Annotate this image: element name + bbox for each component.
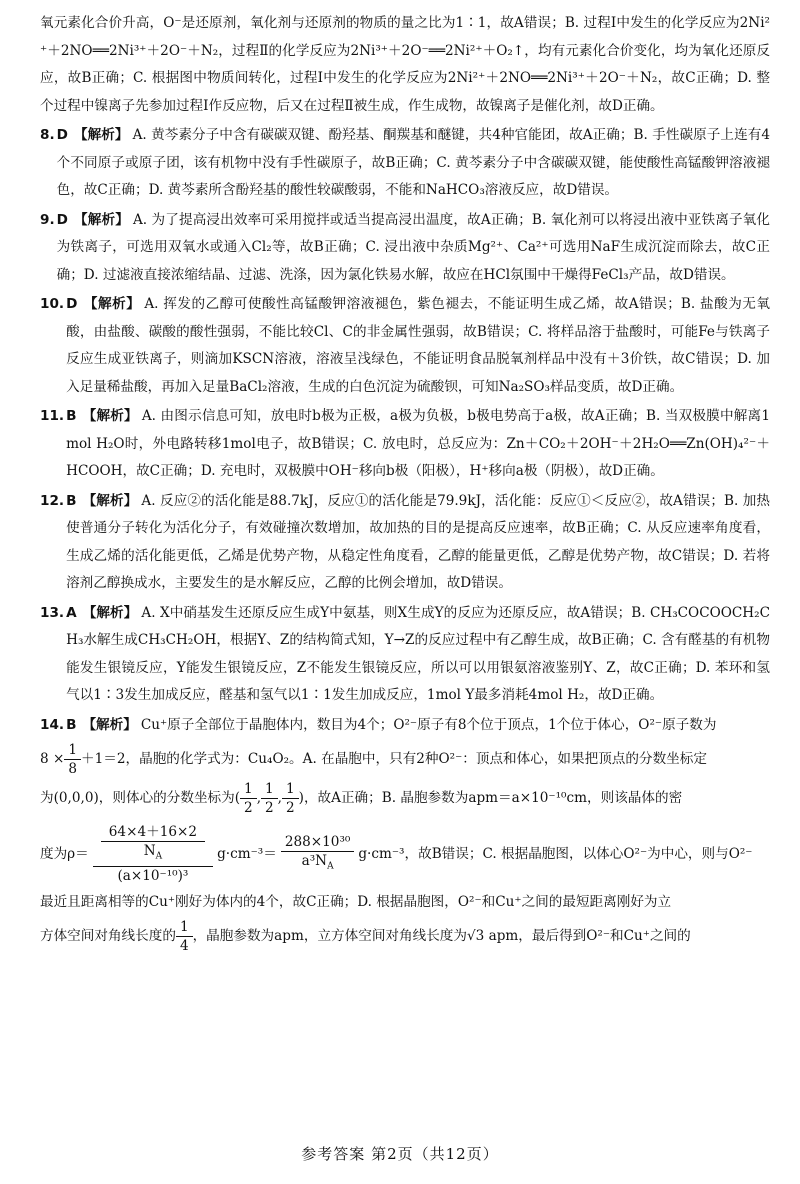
item-tag: 【解析】 [83, 296, 141, 312]
q14-line-c: 最近且距离相等的Cu⁺刚好为体内的4个，故C正确；D. 根据晶胞图，O²⁻和Cu⁺之间的最短距离刚好为立 [40, 893, 672, 910]
item-tag: 【解析】 [82, 492, 138, 509]
item-number: 10. [40, 296, 65, 312]
intro-paragraph: 氧元素化合价升高，O⁻是还原剂，氧化剂与还原剂的物质的量之比为1∶1，故A错误；B. 过程Ⅰ中发生的化学反应为2Ni²⁺＋2NO══2Ni³⁺＋2O⁻＋N₂，过程Ⅱ的化学反应为2Ni³⁺＋2O⁻══2Ni²⁺＋O₂↑，均有元素化合价变化，均为氧化还原反应，故B正确；C. 根据图中物质间转化，过程Ⅰ中发生的化学反应为2Ni²⁺＋2NO══2Ni³⁺＋2O⁻＋N₂，故C正确；D. 整个过程中镍离子先参加过程Ⅰ作反应物，后又在过程Ⅱ被生成，作生成物，故镍离子是催化剂，故D正确。 [40, 15, 770, 114]
item-tag: 【解析】 [73, 127, 129, 143]
item-number: 11. [40, 408, 65, 424]
page-footer: 参考答案 第2页（共12页） [301, 1145, 499, 1163]
answer-item-9 [40, 207, 770, 290]
answer-item-10 [40, 291, 770, 401]
fraction-one-eighth: $\frac{1}{8}$ [64, 741, 81, 778]
item-answer: D [56, 127, 68, 143]
item-number: 8. [40, 127, 55, 143]
item-text: A. 挥发的乙醇可使酸性高锰酸钾溶液褪色，紫色褪去，不能证明生成乙烯，故A错误；B. 盐酸为无氧酸，由盐酸、碳酸的酸性强弱，不能比较Cl、C的非金属性强弱，故B错误；C. 将样品溶于盐酸时，可能Fe与铁离子反应生成亚铁离子，则滴加KSCN溶液，溶液呈浅绿色，不能证明食品脱氧剂样品中没有＋3价铁，故C错误；D. 加入足量稀盐酸，再加入足量BaCl₂溶液，生成的白色沉淀为硫酸钡，可知Na₂SO₃样品变质，故D正确。 [66, 296, 771, 395]
density-fraction: $\frac{\frac{64\times 4+16\times 2}{N_A}}{\text{(a×10⁻¹⁰)³}}$ [93, 823, 213, 885]
answer-item-8 [40, 122, 770, 205]
item-text: A. 反应②的活化能是88.7kJ，反应①的活化能是79.9kJ，活化能：反应①＜反应②，故A错误；B. 加热使普通分子转化为活化分子，有效碰撞次数增加，故加热的目的是提高反应速率，故B正确；C. 从反应速率角度看，生成乙烯的活化能更低，乙烯是优势产物，从稳定性角度看，乙醇的能量更低，乙醇是优势产物，故C错误；D. 若将溶剂乙醇换成水，主要发生的是水解反应，乙醇的比例会增加，故D错误。 [66, 492, 771, 591]
q14-line-d: 方体空间对角线长度的 $\frac{1}{4}$ ，晶胞参数为apm，立方体空间对角线长度为√3 apm，最后得到O²⁻和Cu⁺之间的 [40, 919, 691, 955]
item-number: 13. [40, 604, 65, 621]
answer-item-11 [40, 403, 770, 486]
q14-formula-count: 8 × $\frac{1}{8}$ ＋1＝2，晶胞的化学式为：Cu₄O₂。A. 在晶胞中，只有2种O²⁻：顶点和体心，如果把顶点的分数坐标定 [40, 742, 707, 777]
item-tag: 【解析】 [82, 604, 138, 621]
item-number: 12. [40, 492, 65, 509]
item-number: 14. [40, 716, 65, 733]
item-text: A. 由图示信息可知，放电时b极为正极，a极为负极，b极电势高于a极，故A正确；B. 当双极膜中解离1mol H₂O时，外电路转移1mol电子，故B错误；C. 放电时，总反应为：Zn＋CO₂＋2OH⁻＋2H₂O══Zn(OH)₄²⁻＋HCOOH，故C正确；D. 充电时，双极膜中OH⁻移向b极（阳极），H⁺移向a极（阴极），故D正确。 [66, 408, 770, 479]
answer-item-14 [40, 712, 770, 740]
item-tag: 【解析】 [73, 211, 129, 228]
answer-item-13 [40, 600, 770, 710]
item-text: A. 黄芩素分子中含有碳碳双键、酚羟基、酮羰基和醚键，共4种官能团，故A正确；B. 手性碳原子上连有4个不同原子或原子团，该有机物中没有手性碳原子，故B正确；C. 黄芩素分子中含碳碳双键，能使酸性高锰酸钾溶液褪色，故C正确；D. 黄芩素所含酚羟基的酸性较碳酸弱，不能和NaHCO₃溶液反应，故D错误。 [56, 127, 771, 198]
answer-item-12 [40, 488, 770, 598]
item-text: A. X中硝基发生还原反应生成Y中氨基，则X生成Y的反应为还原反应，故A错误；B. CH₃COCOOCH₂CH₃水解生成CH₃CH₂OH，根据Y、Z的结构简式知，Y→Z的反应过程中有乙醇生成，故B正确；C. 含有醛基的有机物能发生银镜反应，Y能发生银镜反应，Z不能发生银镜反应，所以可以用银氨溶液鉴别Y、Z，故C正确；D. 苯环和氢气以1∶3发生加成反应，醛基和氢气以1∶1发生加成反应，1mol Y最多消耗4mol H₂，故D正确。 [66, 604, 771, 703]
q14-coordinates: 为(0,0,0)，则体心的分数坐标为( $\frac{1}{2}$ , $\frac{1}{2}$ , $\frac{1}{2}$ )，故A正确；B. 晶胞参数为apm＝a×10⁻¹⁰cm，则该晶体的密 [40, 781, 683, 816]
item-text: A. 为了提高浸出效率可采用搅拌或适当提高浸出温度，故A正确；B. 氧化剂可以将浸出液中亚铁离子氧化为铁离子，可选用双氧水或通入Cl₂等，故B正确；C. 浸出液中杂质Mg²⁺、Ca²⁺可选用NaF生成沉淀而除去，故C正确；D. 过滤液直接浓缩结晶、过滤、洗涤，因为氯化铁易水解，故应在HCl氛围中干燥得FeCl₃产品，故D错误。 [56, 211, 770, 283]
item-number: 9. [40, 211, 55, 228]
q14-density-formula: 度为ρ＝ $\frac{\frac{64\times 4+16\times 2}{N_A}}{\text{(a×10⁻¹⁰)³}}$ g·cm⁻³＝ $\frac{\text{288×10³⁰}}{a^3N_A}$ g·cm⁻³，故B错误；C. 根据晶胞图，以体心O²⁻为中心，则与O²⁻ [40, 824, 753, 884]
item-answer: B [66, 492, 77, 509]
item-answer: B [66, 408, 77, 424]
item-answer: B [66, 716, 77, 733]
item-tag: 【解析】 [82, 716, 137, 733]
answer-page [40, 10, 770, 957]
q14-line1: Cu⁺原子全部位于晶胞体内，数目为4个；O²⁻原子有8个位于顶点，1个位于体心，O²⁻原子数为 [140, 716, 717, 733]
item-answer: A [66, 604, 77, 621]
item-tag: 【解析】 [82, 408, 138, 424]
item-answer: D [56, 211, 68, 228]
item-answer: D [66, 296, 78, 312]
density-fraction-simplified: $\frac{\text{288×10³⁰}}{a^3N_A}$ [281, 833, 355, 876]
